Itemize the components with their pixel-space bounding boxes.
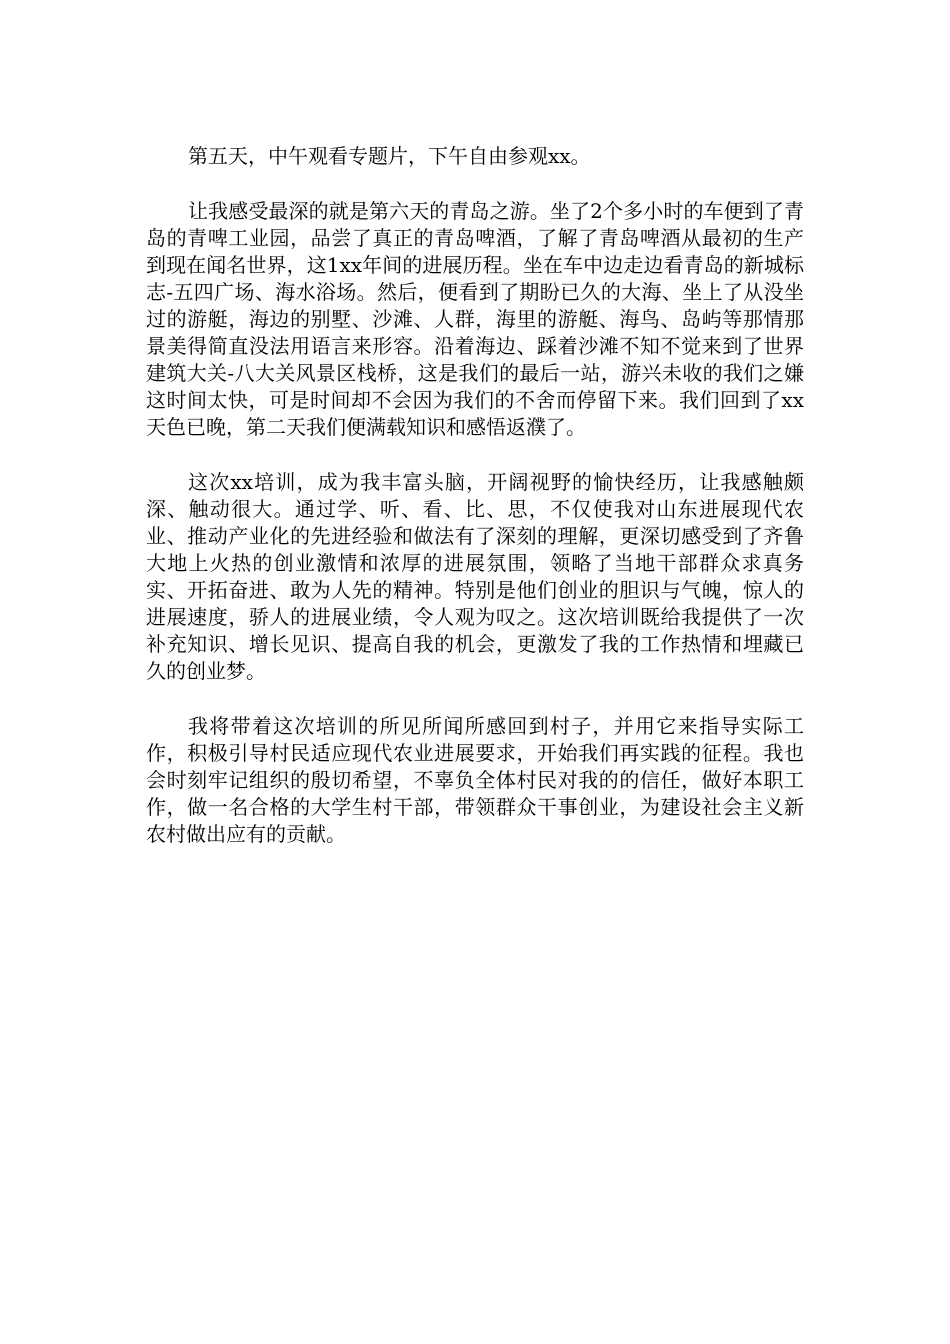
paragraph-day-five: 第五天，中午观看专题片，下午自由参观xx。	[188, 144, 591, 168]
paragraph-qingdao-trip: 让我感受最深的就是第六天的青岛之游。坐了2个多小时的车便到了青岛的青啤工业园，品尝了真正的青岛啤酒，了解了青岛啤酒从最初的生产到现在闻名世界，这1xx年间的进展历程。坐在车中边走边看青岛的新城标志-五四广场、海水浴场。然后，便看到了期盼已久的大海、坐上了从没坐过的游艇，海边的别墅、沙滩、人群，海里的游艇、海鸟、岛屿等那情那景美得简直没法用语言来形容。沿着海边、踩着沙滩不知不觉来到了世界建筑大关-八大关风景区栈桥，这是我们的最后一站，游兴未收的我们之嫌这时间太快，可是时间却不会因为我们的不舍而停留下来。我们回到了xx天色已晚，第二天我们便满载知识和感悟返濮了。	[146, 199, 804, 439]
paragraph-future-commitment: 我将带着这次培训的所见所闻所感回到村子，并用它来指导实际工作，积极引导村民适应现代农业进展要求，开始我们再实践的征程。我也会时刻牢记组织的殷切希望，不辜负全体村民对我的的信任，做好本职工作，做一名合格的大学生村干部，带领群众干事创业，为建设社会主义新农村做出应有的贡献。	[146, 714, 804, 846]
document-body	[146, 143, 804, 876]
paragraph-training-reflection: 这次xx培训，成为我丰富头脑，开阔视野的愉快经历，让我感触颇深、触动很大。通过学、听、看、比、思，不仅使我对山东进展现代农业、推动产业化的先进经验和做法有了深刻的理解，更深切感受到了齐鲁大地上火热的创业激情和浓厚的进展氛围，领略了当地干部群众求真务实、开拓奋进、敢为人先的精神。特别是他们创业的胆识与气魄，惊人的进展速度，骄人的进展业绩，令人观为叹之。这次培训既给我提供了一次补充知识、增长见识、提高自我的机会，更激发了我的工作热情和埋藏已久的创业梦。	[146, 470, 804, 683]
